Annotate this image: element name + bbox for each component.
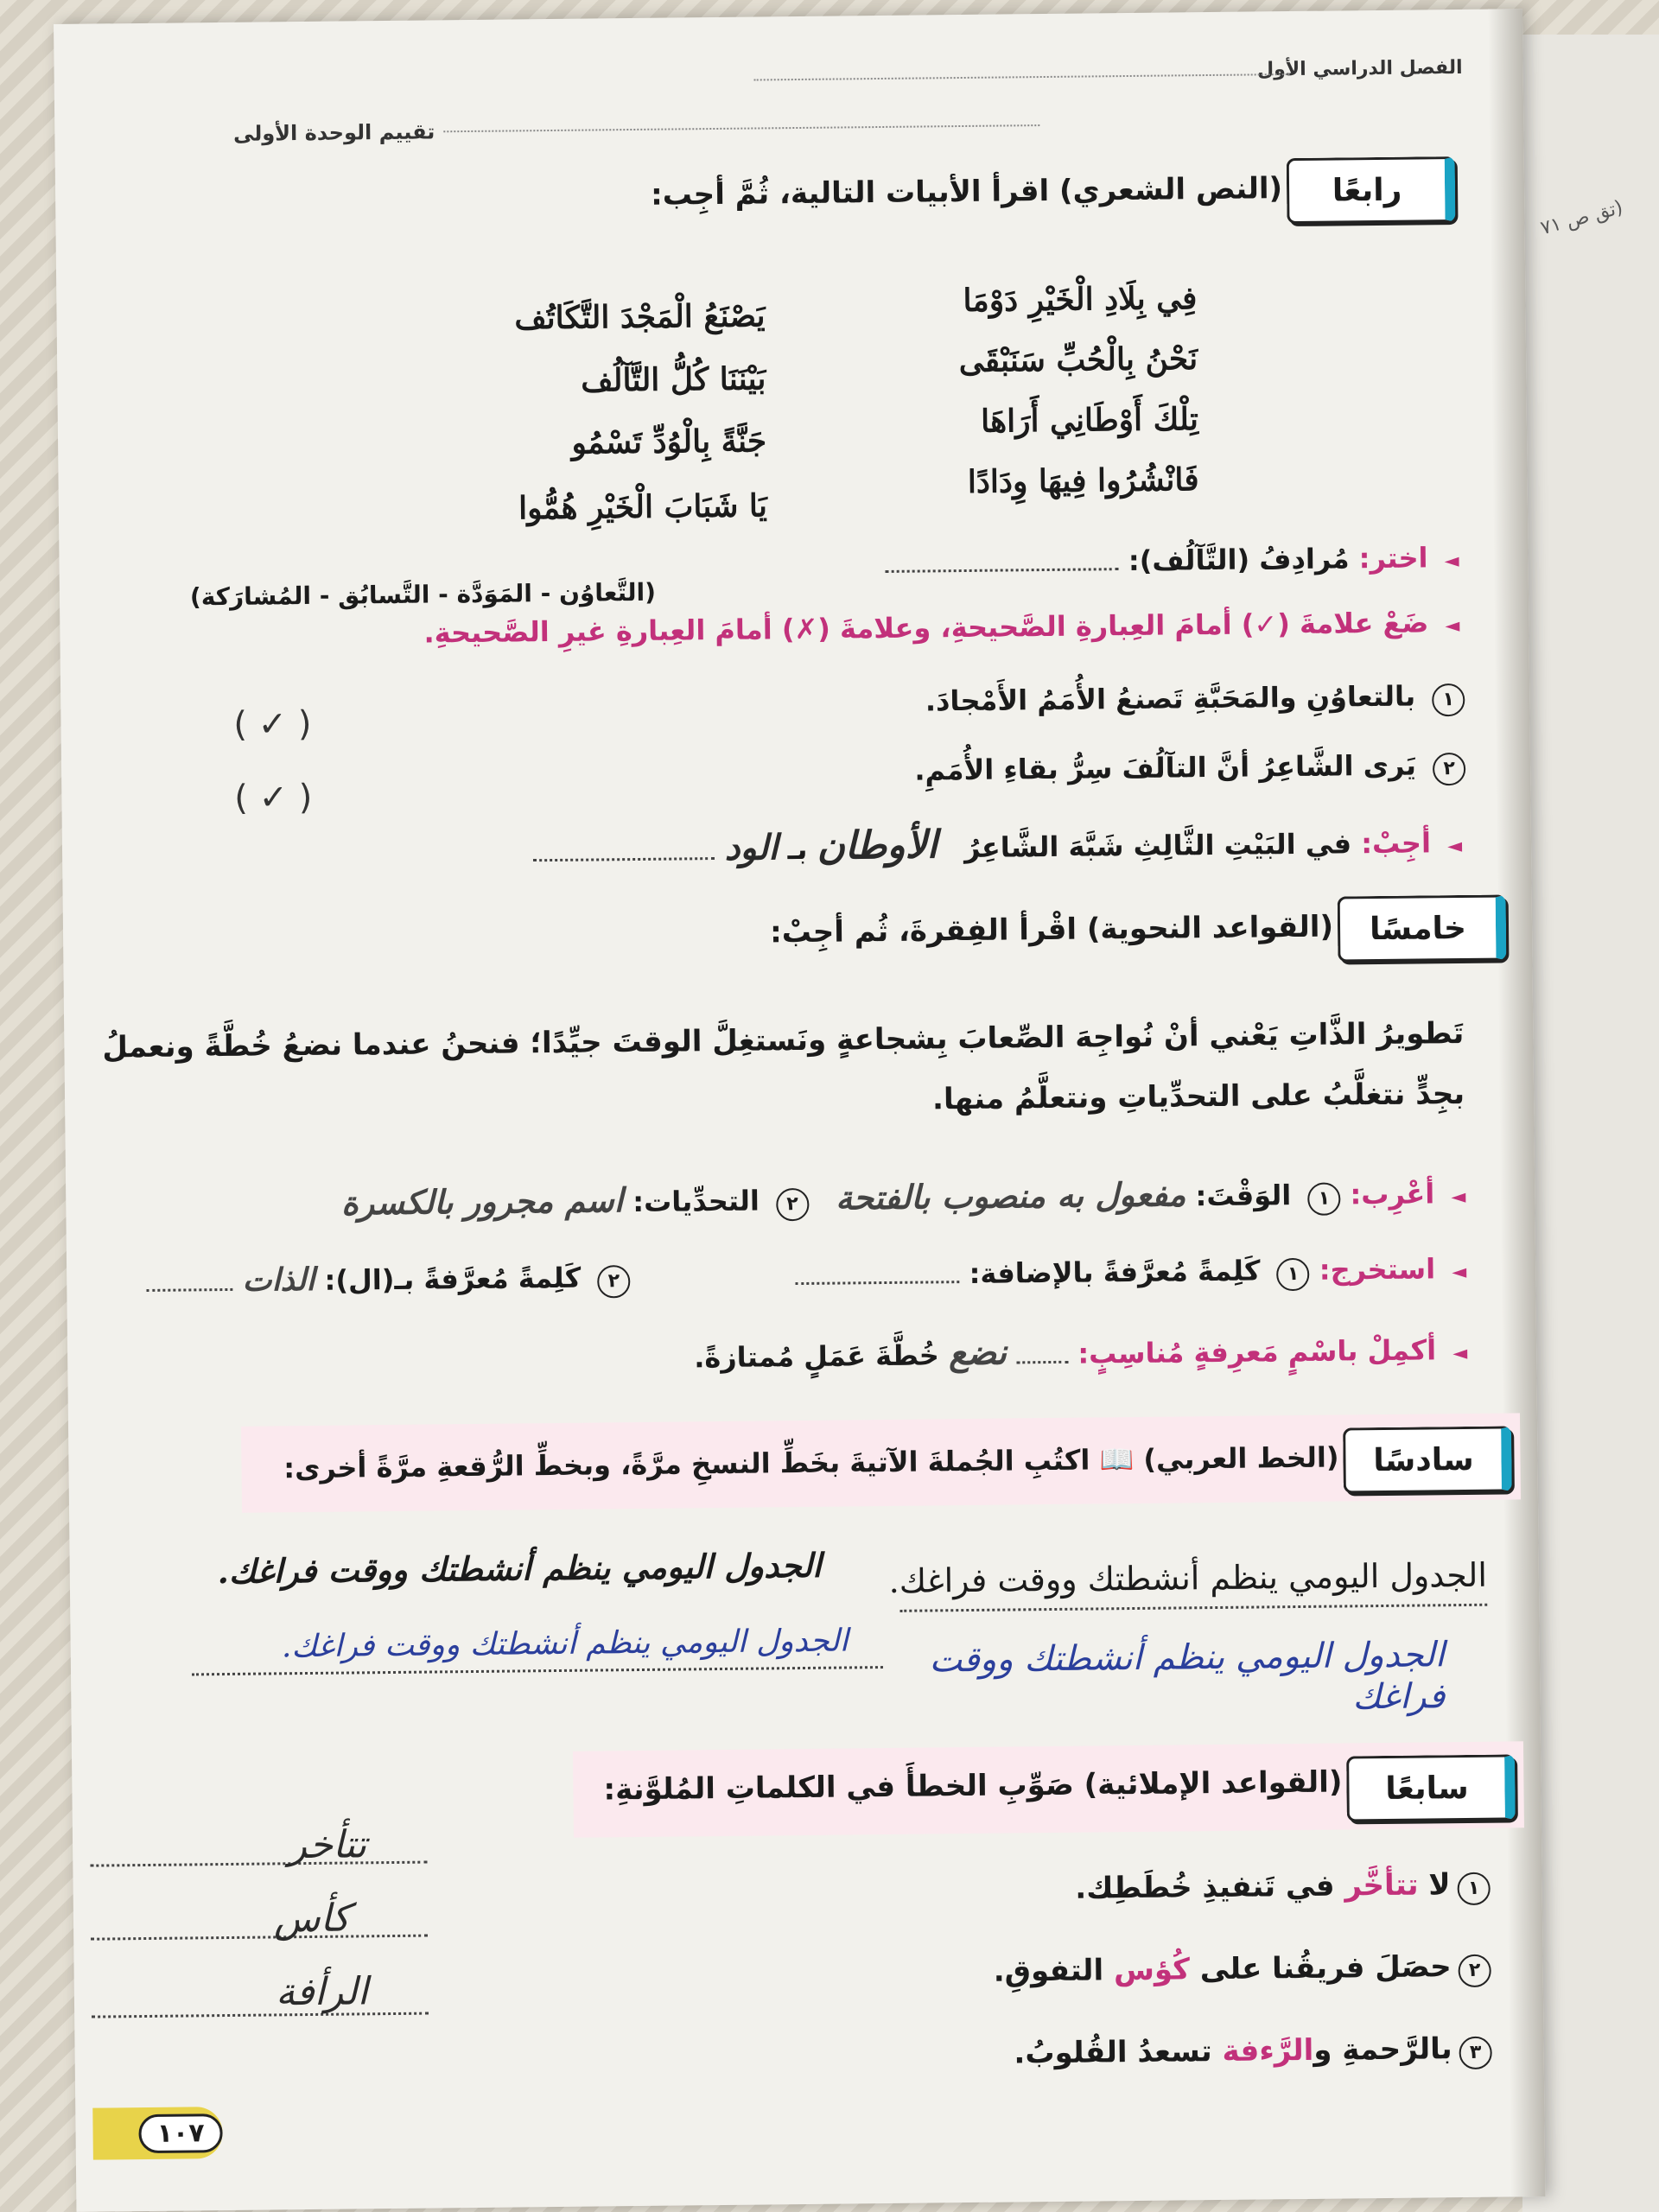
statement-1: ١ بالتعاوُنِ والمَحَبَّةِ تَصنعُ الأُمَمُ الأَمْجادَ. bbox=[925, 679, 1465, 721]
adjacent-page bbox=[1522, 35, 1659, 2212]
section-4-title: (النص الشعري) اقرأ الأبيات التالية، ثُمَّ أجِب: bbox=[650, 171, 1283, 213]
s5-q3: ◄ أكمِلْ باسْمٍ مَعرِفةٍ مُناسِبٍ: نضع خُطَّةَ عَمَلٍ مُمتازةً. bbox=[694, 1332, 1468, 1375]
statement-2-mark[interactable]: ( ✓ ) bbox=[233, 777, 313, 818]
handwritten-answer: نضع bbox=[948, 1332, 1007, 1374]
bullet-icon: ◄ bbox=[1444, 550, 1459, 573]
bullet-icon: ◄ bbox=[1451, 1185, 1466, 1209]
s4-q2: ◄ ضَعْ علامةَ (✓) أمامَ العِبارةِ الصَّحيحةِ، وعلامةَ (✗) أمامَ العِبارةِ غيرِ الصَّحيحةِ. bbox=[423, 606, 1460, 650]
bullet-icon: ◄ bbox=[1452, 1342, 1468, 1365]
verse-2-left: بَيْنَنَا كُلُّ التَّآلُف bbox=[581, 360, 766, 399]
answer-line-2[interactable] bbox=[91, 1935, 428, 1941]
section-6-tag: سادسًا bbox=[1343, 1426, 1512, 1493]
s5-q1: ◄ أعْرِب: ١ الوَقْتَ: مفعول به منصوب بالفتحة ٢ التحدِّيات: اسم مجرور بالكسرة bbox=[340, 1174, 1466, 1223]
page-number: ١٠٧ bbox=[138, 2113, 222, 2153]
page-number-tab bbox=[92, 2107, 223, 2160]
s5-q2: ◄ استخرج: ١ كَلِمةً مُعرَّفةً بالإضافة: ٢ كَلِمةً مُعرَّفةً بـ(ال): الذات bbox=[146, 1249, 1466, 1302]
bullet-icon: ◄ bbox=[1447, 835, 1463, 858]
bullet-icon: ◄ bbox=[1452, 1261, 1467, 1284]
handwritten-fix-2: كأس bbox=[273, 1896, 351, 1942]
section-7-title: (القواعد الإملائية) صَوِّبِ الخطأَ في الكلماتِ المُلوَّنةِ: bbox=[603, 1764, 1343, 1808]
worksheet-page bbox=[54, 9, 1545, 2212]
handwritten-answer-2: الود bbox=[724, 827, 779, 868]
verse-1-left: يَصْنَعُ الْمَجْدَ التَّكَاتُف bbox=[514, 297, 766, 337]
section-4-tag: رابعًا bbox=[1287, 156, 1456, 224]
spelling-item-3: ٣بالرَّحمةِ والرَّءفة تسعدُ القُلوبُ. bbox=[1014, 2031, 1492, 2074]
semester-label: الفصل الدراسي الأول bbox=[1256, 56, 1463, 81]
section-6-title: (الخط العربي) 📖 اكتُبِ الجُملةَ الآتيةَ بخَطِّ النسخِ مرَّةً، وبخطِّ الرُّقعةِ مرَّةً أخرى: bbox=[283, 1440, 1339, 1485]
verse-3-right: تِلْكَ أَوْطَانِي أَرَاهَا bbox=[980, 401, 1199, 440]
verse-4-right: فَانْشُرُوا فِيهَا وِدَادًا bbox=[967, 461, 1199, 500]
s4-q1: ◄ اختر: مُرادِفُ (التَّآلُف): bbox=[886, 541, 1459, 580]
verse-4-left: يَا شَبَابَ الْخَيْرِ هُمُّوا bbox=[518, 487, 768, 527]
section-5-tag: خامسًا bbox=[1338, 894, 1507, 962]
verse-1-right: فِي بِلَادِ الْخَيْرِ دَوْمَا bbox=[963, 280, 1198, 319]
handwritten-answer: الأوطان bbox=[817, 823, 938, 868]
handwritten-answer: اسم مجرور بالكسرة bbox=[340, 1180, 624, 1223]
answer-line-1[interactable] bbox=[90, 1861, 427, 1867]
handwritten-answer: الذات bbox=[242, 1261, 315, 1299]
statement-2: ٢ يَرى الشَّاعِرُ أنَّ التآلُفَ سِرُّ بقاءِ الأُمَمِ. bbox=[914, 748, 1465, 791]
s4-q3: ◄ أجِبْ: في البَيْتِ الثَّالِثِ شَبَّهَ الشَّاعِرُ الأوطان بـ الود bbox=[533, 817, 1462, 871]
spelling-item-1: ١لا تتأخَّر في تَنفيذِ خُطَطِك. bbox=[1075, 1867, 1491, 1910]
handwritten-fix-1: تتأخر bbox=[288, 1822, 367, 1868]
handwritten-fix-3: الرأفة bbox=[275, 1969, 369, 2015]
margin-note: تق ص ٧١) bbox=[1538, 196, 1625, 240]
verse-3-left: جَنَّةً بِالْوُدِّ تَسْمُو bbox=[571, 423, 767, 461]
bullet-icon: ◄ bbox=[1445, 614, 1460, 638]
paragraph-line-1: تَطويرُ الذَّاتِ يَعْني أنْ نُواجِهَ الصِّعابَ بِشجاعةٍ ونَستغِلَّ الوقتَ جيِّدًا؛ فنحنُ عندما نضعُ خُطَّةً ونعملُ bbox=[102, 1015, 1465, 1065]
answer-line[interactable] bbox=[886, 568, 1119, 573]
handwritten-ruqaa: الجدول اليومي ينظم أنشطتك ووقت فراغك. bbox=[281, 1623, 849, 1665]
unit-title: تقييم الوحدة الأولى bbox=[232, 119, 435, 146]
spelling-item-2: ٢حصَلَ فريقُنا على كُؤس التفوقِ. bbox=[994, 1949, 1491, 1993]
handwritten-naskh: الجدول اليومي ينظم أنشطتك ووقت فراغك bbox=[929, 1635, 1446, 1718]
ruqaa-sentence: الجدول اليومي ينظم أنشطتك ووقت فراغك. bbox=[217, 1545, 822, 1592]
answer-line-3[interactable] bbox=[92, 2012, 429, 2018]
section-5-title: (القواعد النحوية) اقْرأ الفِقرةَ، ثُم أجِبْ: bbox=[769, 909, 1334, 950]
section-7-tag: سابعًا bbox=[1346, 1754, 1516, 1821]
handwritten-answer: مفعول به منصوب بالفتحة bbox=[835, 1174, 1186, 1217]
s4-q1-options: (التَّعاوُن - المَوَدَّة - التَّسابُق - المُشارَكة) bbox=[189, 577, 657, 612]
verse-2-right: نَحْنُ بِالْحُبِّ سَنَبْقَى bbox=[958, 340, 1198, 380]
paragraph-line-2: بجِدٍّ نتغلَّبُ على التحدِّياتِ ونتعلَّمُ منها. bbox=[931, 1076, 1465, 1117]
naskh-sentence: الجدول اليومي ينظم أنشطتك ووقت فراغك. bbox=[888, 1555, 1488, 1600]
statement-1-mark[interactable]: ( ✓ ) bbox=[233, 703, 312, 745]
